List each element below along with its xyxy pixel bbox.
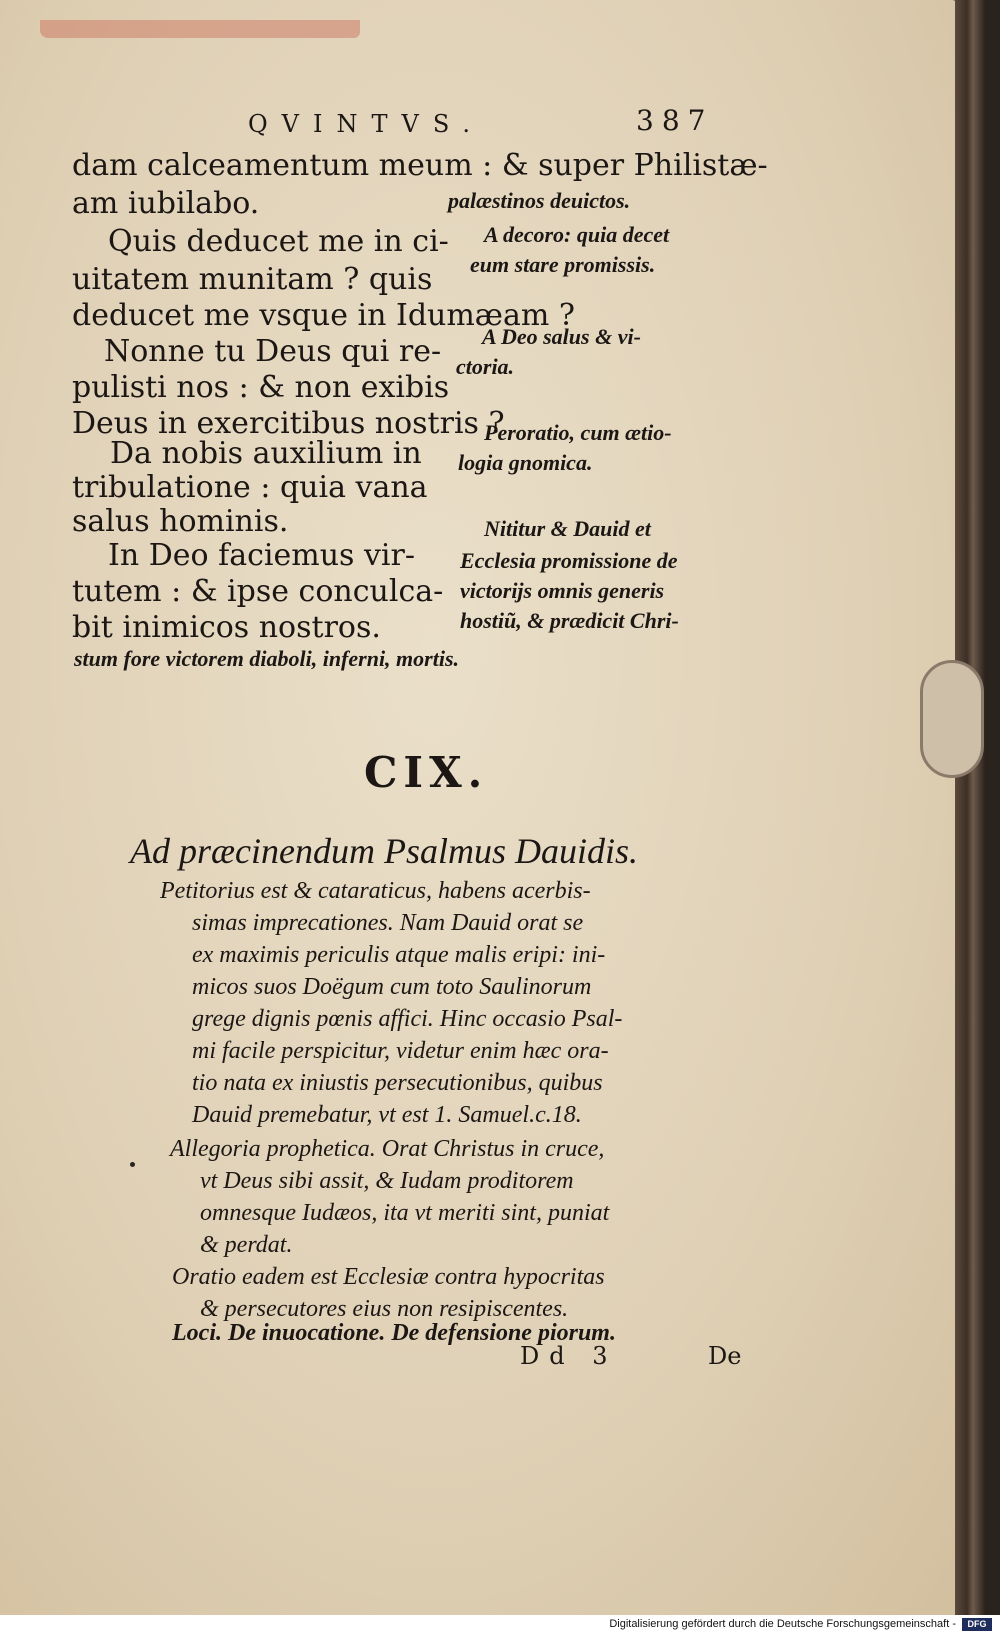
margin-note: victorijs omnis generis	[460, 578, 665, 603]
main-line: tutem : & ipse conculca-	[72, 574, 444, 609]
main-line: Quis deducet me in ci-	[108, 224, 449, 259]
margin-note: ctoria.	[456, 354, 515, 379]
book-clasp-icon	[920, 660, 984, 778]
ink-speck	[130, 1162, 135, 1167]
main-line: tribulatione : quia vana	[72, 470, 428, 505]
main-line: bit inimicos nostros.	[72, 610, 381, 645]
margin-note: logia gnomica.	[458, 450, 593, 475]
red-edge-stain	[40, 20, 360, 38]
margin-note: A decoro: quia decet	[484, 222, 670, 247]
argument-line: & perdat.	[200, 1232, 293, 1258]
argument-line: ex maximis periculis atque malis eripi: ini-	[192, 942, 606, 968]
page-number: 387	[636, 104, 714, 137]
main-line: Deus in exercitibus nostris ?	[72, 406, 505, 441]
margin-note: Nititur & Dauid et	[484, 516, 651, 541]
argument-line: omnesque Iudæos, ita vt meriti sint, puniat	[200, 1200, 610, 1226]
catchword: De	[708, 1342, 742, 1370]
main-line: dam calceamentum meum : & super Philistæ-	[72, 148, 768, 183]
argument-line: Petitorius est & cataraticus, habens acerbis-	[160, 878, 591, 904]
argument-line: grege dignis pœnis affici. Hinc occasio Psal-	[192, 1006, 623, 1032]
argument-line: Dauid premebatur, vt est 1. Samuel.c.18.	[192, 1102, 582, 1128]
main-line: In Deo faciemus vir-	[108, 538, 415, 573]
book-page-edge	[955, 0, 985, 1615]
main-line: Nonne tu Deus qui re-	[104, 334, 442, 369]
margin-note: palæstinos deuictos.	[448, 188, 631, 213]
credit-text: Digitalisierung gefördert durch die Deutsche Forschungsgemeinschaft -	[609, 1618, 956, 1630]
signature-mark: Dd 3	[520, 1342, 618, 1370]
chapter-number: CIX.	[364, 748, 489, 797]
argument-line: simas imprecationes. Nam Dauid orat se	[192, 910, 584, 936]
margin-note: Ecclesia promissione de	[460, 548, 678, 573]
main-line: salus hominis.	[72, 504, 289, 539]
running-title: QVINTVS.	[248, 110, 485, 138]
margin-note: A Deo salus & vi-	[482, 324, 641, 349]
main-line: pulisti nos : & non exibis	[72, 370, 450, 405]
argument-line: micos suos Doëgum cum toto Saulinorum	[192, 974, 592, 1000]
argument-line: tio nata ex iniustis persecutionibus, quibus	[192, 1070, 603, 1096]
argument-line: & persecutores eius non resipiscentes.	[200, 1296, 569, 1322]
argument-line: vt Deus sibi assit, & Iudam proditorem	[200, 1168, 574, 1194]
margin-note: stum fore victorem diaboli, inferni, mortis.	[74, 646, 460, 671]
argument-line: Allegoria prophetica. Orat Christus in cruce,	[170, 1136, 605, 1162]
argument-line: Loci. De inuocatione. De defensione piorum.	[172, 1320, 616, 1346]
dfg-logo-icon[interactable]: DFG	[962, 1618, 992, 1631]
main-line: deducet me vsque in Idumæam ?	[72, 298, 575, 333]
digitization-footer	[0, 1615, 1000, 1635]
psalm-title: Ad præcinendum Psalmus Dauidis.	[130, 831, 638, 871]
margin-note: eum stare promissis.	[470, 252, 656, 277]
argument-line: mi facile perspicitur, videtur enim hæc ora-	[192, 1038, 609, 1064]
margin-note: Peroratio, cum ætio-	[484, 420, 672, 445]
main-line: am iubilabo.	[72, 186, 260, 221]
argument-line: Oratio eadem est Ecclesiæ contra hypocritas	[172, 1264, 605, 1290]
main-line: uitatem munitam ? quis	[72, 262, 433, 297]
main-line: Da nobis auxilium in	[110, 436, 422, 471]
margin-note: hostiũ, & prædicit Chri-	[460, 608, 679, 633]
